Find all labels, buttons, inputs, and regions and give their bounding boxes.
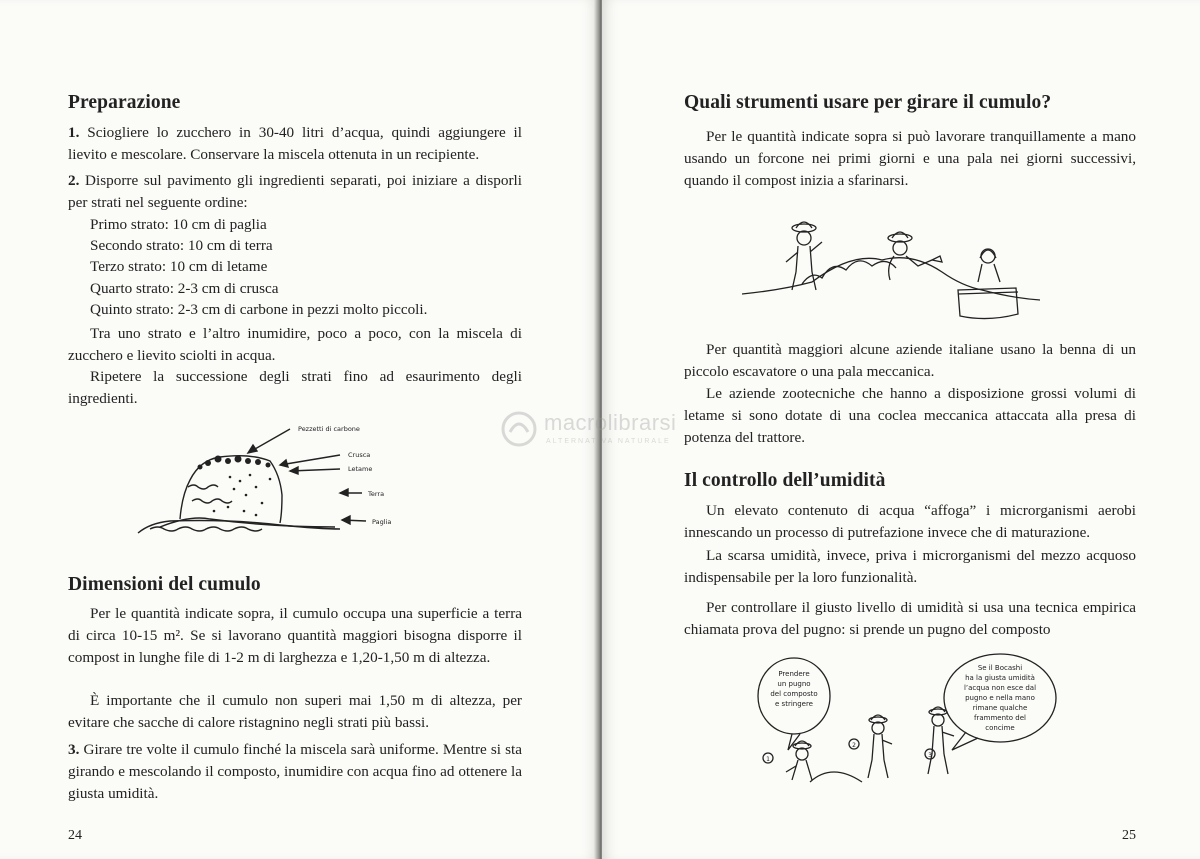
right-para-2: Per quantità maggiori alcune aziende italiane usano la benna di un piccolo escavatore o una pala meccanica. <box>684 341 1136 381</box>
watermark-logo-icon <box>500 410 538 448</box>
heading-preparazione: Preparazione <box>68 92 181 113</box>
right-para-3: Le aziende zootecniche che hanno a disposizione grossi volumi di letame si sono dotate di una coclea meccanica attaccata alla presa di potenza del trattore. <box>684 385 1136 447</box>
bubble2-line: ha la giusta umidità <box>965 674 1035 682</box>
layer-item: Primo strato: 10 cm di paglia <box>90 216 267 233</box>
heading-dimensioni: Dimensioni del cumulo <box>68 574 261 595</box>
bubble2-line: concime <box>985 724 1015 732</box>
watermark <box>500 408 700 452</box>
step-3-text: Girare tre volte il cumulo finché la miscela sarà uniforme. Mentre si sta girando e mescolando il composto, inumidire con acqua fino ad ottenere la giusta umidità. <box>68 741 522 803</box>
heading-umidita: Il controllo dell’umidità <box>684 470 886 491</box>
bubble1-line: e stringere <box>775 700 813 708</box>
step-1-text: Sciogliere lo zucchero in 30-40 litri d’acqua, quindi aggiungere il lievito e mescolare. Conservare la miscela ottenuta in un recipiente. <box>68 124 522 164</box>
step-2-number: 2. <box>68 172 80 189</box>
step-marker: 2 <box>852 742 856 749</box>
step-3-number: 3. <box>68 741 80 758</box>
step-marker: 3 <box>928 752 932 759</box>
step-1-number: 1. <box>68 124 80 141</box>
label-letame: Letame <box>348 465 373 473</box>
label-crusca: Crusca <box>348 451 371 459</box>
step-marker: 1 <box>766 756 770 763</box>
fist-test-comic <box>752 650 1092 790</box>
compost-pile-diagram <box>130 415 410 545</box>
step-2-text: Disporre sul pavimento gli ingredienti separati, poi iniziare a disporli per strati nel seguente ordine: <box>68 172 522 212</box>
bubble2-line: l’acqua non esce dal <box>963 684 1037 692</box>
bubble2-line: pugno e nella mano <box>965 694 1035 702</box>
para-between-layers: Tra uno strato e l’altro inumidire, poco a poco, con la miscela di zucchero e lievito sciolti in acqua. <box>68 325 522 365</box>
layer-item: Terzo strato: 10 cm di letame <box>90 258 268 276</box>
label-paglia: Paglia <box>372 518 392 526</box>
dim-para-1: Per le quantità indicate sopra, il cumulo occupa una superficie a terra di circa 10-15 m². Se si lavorano quantità maggiori bisogna disporre il compost in lunghe file di 1-2 m di larghezza e 1,20-1,50 m di altezza. <box>68 605 522 667</box>
bubble1-line: del composto <box>770 690 818 698</box>
layer-item: Quarto strato: 2-3 cm di crusca <box>90 279 279 297</box>
watermark-brand: macrolibrarsi <box>544 410 677 435</box>
label-carbone: Pezzetti di carbone <box>298 425 360 433</box>
page-number-left: 24 <box>68 828 82 843</box>
bubble2-line: rimane qualche <box>972 704 1028 712</box>
step-2 <box>68 170 522 214</box>
label-terra: Terra <box>368 490 385 498</box>
right-para-1: Per le quantità indicate sopra si può lavorare tranquillamente a mano usando un forcone nei primi giorni e una pala nei giorni successivi, quando il compost inizia a sfarinarsi. <box>684 128 1136 190</box>
dim-para-2: È importante che il cumulo non superi mai 1,50 m di altezza, per evitare che sacche di calore ristagnino negli strati più bassi. <box>68 692 522 732</box>
layer-item: Secondo strato: 10 cm di terra <box>90 237 273 255</box>
step-1 <box>68 122 522 166</box>
bubble2-line: Se il Bocashi <box>977 664 1023 672</box>
workers-illustration <box>742 212 1042 332</box>
watermark-tagline: ALTERNATIVA NATURALE <box>546 438 671 445</box>
right-para-4: Un elevato contenuto di acqua “affoga” i microrganismi aerobi innescando un processo di putrefazione invece che di maturazione. <box>684 502 1136 542</box>
step-3 <box>68 739 522 806</box>
page-number-right: 25 <box>1122 828 1136 843</box>
heading-strumenti: Quali strumenti usare per girare il cumulo? <box>684 92 1052 113</box>
bubble1-line: Prendere <box>778 670 810 678</box>
bubble2-line: frammento del <box>974 714 1026 722</box>
para-repeat: Ripetere la successione degli strati fino ad esaurimento degli ingredienti. <box>68 368 522 408</box>
layer-item: Quinto strato: 2-3 cm di carbone in pezzi molto piccoli. <box>90 300 428 318</box>
right-para-5: La scarsa umidità, invece, priva i microrganismi del mezzo acquoso indispensabile per la loro funzionalità. <box>684 547 1136 587</box>
right-para-6: Per controllare il giusto livello di umidità si usa una tecnica empirica chiamata prova del pugno: si prende un pugno del composto <box>684 599 1136 639</box>
bubble1-line: un pugno <box>777 680 811 688</box>
layers-list <box>68 214 522 320</box>
